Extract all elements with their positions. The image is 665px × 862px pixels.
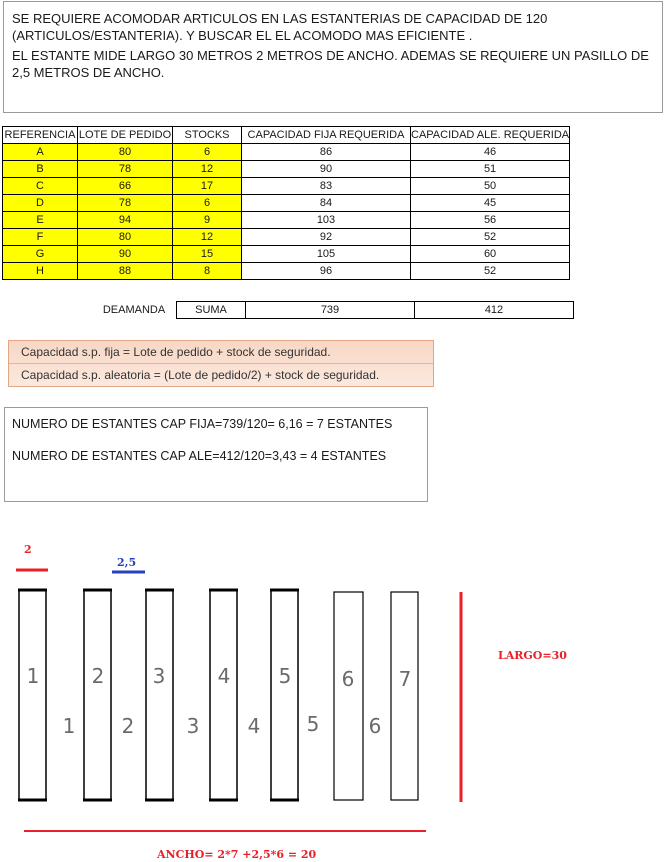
sum-table (92, 301, 574, 319)
cell-lote: 88 (78, 263, 173, 280)
aisle-number: 4 (247, 714, 261, 738)
cell-ref: F (3, 229, 78, 246)
cell-cap-fija: 92 (242, 229, 411, 246)
cell-cap-ale: 45 (411, 195, 570, 212)
aisle-width-label: 2,5 (117, 556, 137, 569)
cell-cap-ale: 52 (411, 263, 570, 280)
shelf-6 (334, 592, 363, 800)
table-row (3, 195, 570, 212)
cell-ref: E (3, 212, 78, 229)
cell-cap-ale: 46 (411, 144, 570, 161)
cell-stock: 8 (173, 263, 242, 280)
shelf-number: 3 (152, 664, 166, 688)
ancho-label: ANCHO= 2*7 +2,5*6 = 20 (157, 848, 317, 861)
cell-ref: A (3, 144, 78, 161)
shelf-width-label: 2 (24, 543, 32, 556)
cell-ref: H (3, 263, 78, 280)
aisle-number: 5 (306, 712, 320, 736)
cell-stock: 9 (173, 212, 242, 229)
shelf-number: 2 (91, 664, 105, 688)
cell-cap-ale: 51 (411, 161, 570, 178)
table-header-row (3, 127, 570, 144)
cell-lote: 90 (78, 246, 173, 263)
formula-aleatoria: Capacidad s.p. aleatoria = (Lote de pedido/2) + stock de seguridad. (9, 363, 433, 386)
header-stocks: STOCKS (173, 127, 242, 144)
cell-stock: 12 (173, 161, 242, 178)
cell-stock: 12 (173, 229, 242, 246)
problem-statement (3, 1, 663, 113)
table-row (3, 178, 570, 195)
largo-label: LARGO=30 (498, 649, 567, 662)
cell-lote: 80 (78, 229, 173, 246)
shelf-number: 7 (398, 667, 412, 691)
shelf-7 (391, 592, 418, 800)
result-fija: NUMERO DE ESTANTES CAP FIJA=739/120= 6,16 = 7 ESTANTES (12, 417, 393, 431)
cell-cap-fija: 83 (242, 178, 411, 195)
cell-ref: C (3, 178, 78, 195)
cell-ref: G (3, 246, 78, 263)
shelf-1 (18, 590, 47, 800)
cell-lote: 80 (78, 144, 173, 161)
statement-line-1: SE REQUIERE ACOMODAR ARTICULOS EN LAS ESTANTERIAS DE CAPACIDAD DE 120 (ARTICULOS/ESTANTERIA). Y BUSCAR EL EL ACOMODO MAS EFICIENTE . (12, 11, 548, 43)
cell-stock: 6 (173, 144, 242, 161)
statement-line-2: EL ESTANTE MIDE LARGO 30 METROS 2 METROS DE ANCHO. ADEMAS SE REQUIERE UN PASILLO DE 2,5 METROS DE ANCHO. (12, 48, 649, 80)
cell-cap-fija: 103 (242, 212, 411, 229)
sum-cap-fija: 739 (246, 302, 415, 319)
cell-cap-fija: 105 (242, 246, 411, 263)
cell-cap-ale: 56 (411, 212, 570, 229)
cell-cap-fija: 90 (242, 161, 411, 178)
demand-label: DEAMANDA (102, 304, 166, 316)
cell-stock: 15 (173, 246, 242, 263)
sum-label: SUMA (177, 302, 246, 319)
formula-box (8, 340, 434, 387)
aisle-number: 3 (186, 714, 200, 738)
header-referencia: REFERENCIA (3, 127, 78, 144)
cell-ref: B (3, 161, 78, 178)
cell-lote: 66 (78, 178, 173, 195)
shelf-number: 1 (26, 664, 40, 688)
cell-cap-ale: 52 (411, 229, 570, 246)
table-row (3, 229, 570, 246)
results-box (4, 407, 428, 502)
cell-cap-ale: 60 (411, 246, 570, 263)
header-cap-fija: CAPACIDAD FIJA REQUERIDA (242, 127, 411, 144)
table-row (3, 161, 570, 178)
formula-fija: Capacidad s.p. fija = Lote de pedido + stock de seguridad. (21, 345, 331, 359)
cell-lote: 94 (78, 212, 173, 229)
cell-lote: 78 (78, 161, 173, 178)
shelf-number: 6 (341, 667, 355, 691)
cell-stock: 17 (173, 178, 242, 195)
cell-cap-fija: 84 (242, 195, 411, 212)
sum-row (92, 302, 574, 319)
shelf-2 (83, 590, 112, 800)
shelf-4 (209, 590, 238, 800)
header-cap-ale: CAPACIDAD ALE. REQUERIDA (411, 127, 570, 144)
cell-cap-fija: 86 (242, 144, 411, 161)
cell-cap-ale: 50 (411, 178, 570, 195)
table-row (3, 144, 570, 161)
table-row (3, 212, 570, 229)
table-row (3, 246, 570, 263)
capacity-table (2, 126, 570, 280)
shelf-layout-diagram (0, 520, 665, 842)
shelf-5 (270, 590, 299, 800)
cell-cap-fija: 96 (242, 263, 411, 280)
table-row (3, 263, 570, 280)
aisle-number: 6 (368, 714, 382, 738)
sum-cap-ale: 412 (415, 302, 574, 319)
aisle-number: 2 (121, 714, 135, 738)
header-lote: LOTE DE PEDIDO (78, 127, 173, 144)
cell-stock: 6 (173, 195, 242, 212)
shelf-3 (145, 590, 174, 800)
shelf-number: 4 (217, 664, 231, 688)
cell-ref: D (3, 195, 78, 212)
result-ale: NUMERO DE ESTANTES CAP ALE=412/120=3,43 = 4 ESTANTES (12, 449, 387, 463)
aisle-number: 1 (62, 714, 76, 738)
cell-lote: 78 (78, 195, 173, 212)
shelf-number: 5 (278, 664, 292, 688)
